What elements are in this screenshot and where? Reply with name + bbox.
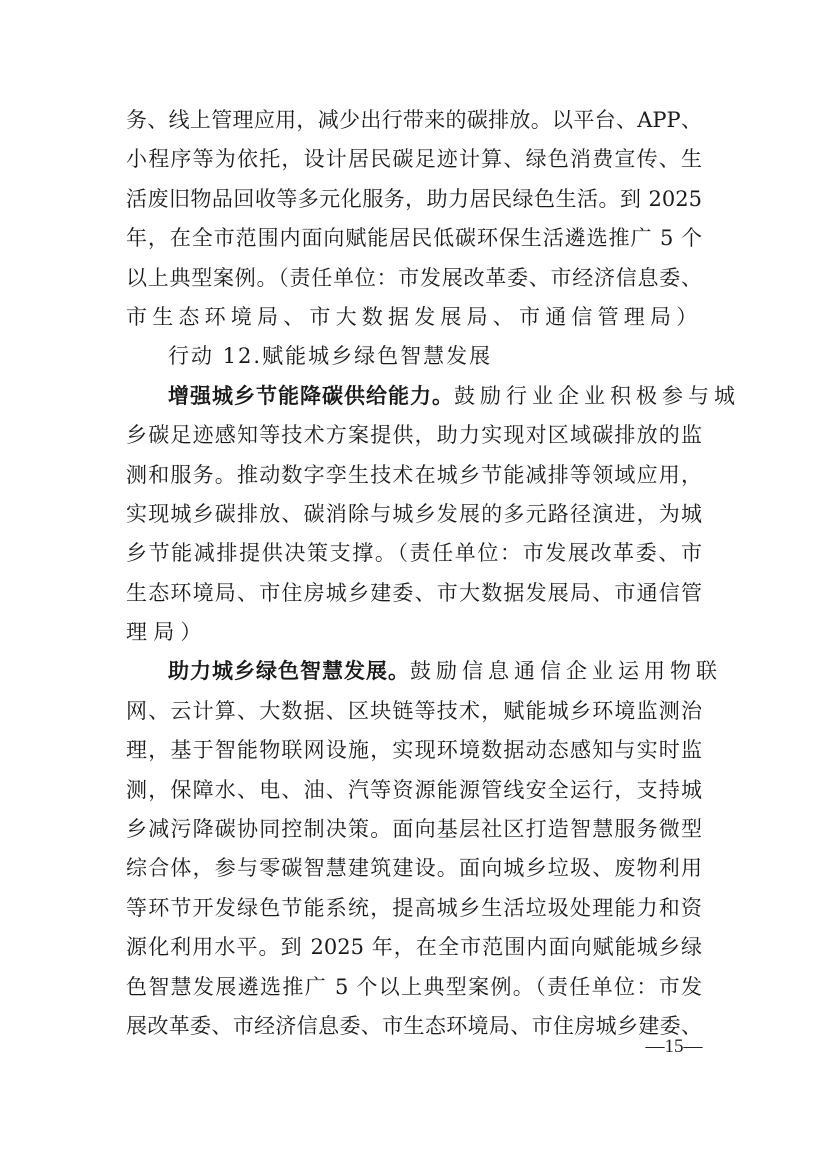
section1-first-line-rest: 鼓励行业企业积极参与城	[454, 383, 740, 408]
paragraph-line: 理，基于智能物联网设施，实现环境数据动态感知与实时监	[126, 738, 702, 763]
paragraph-line: 年，在全市范围内面向赋能居民低碳环保生活遴选推广 5 个	[126, 226, 702, 251]
page-number: —15—	[645, 1036, 703, 1057]
paragraph-line: 乡减污降碳协同控制决策。面向基层社区打造智慧服务微型	[126, 817, 702, 842]
paragraph-line: 综合体，参与零碳智慧建筑建设。面向城乡垃圾、废物利用	[126, 856, 702, 881]
paragraph-line: 色智慧发展遴选推广 5 个以上典型案例。（责任单位：市发	[126, 974, 702, 999]
paragraph-line: 测，保障水、电、油、汽等资源能源管线安全运行，支持城	[126, 777, 702, 802]
paragraph-line: 务、线上管理应用，减少出行带来的碳排放。以平台、APP、	[126, 108, 702, 132]
paragraph-line: 小程序等为依托，设计居民碳足迹计算、绿色消费宣传、生	[126, 147, 702, 172]
action-heading: 行动 12.赋能城乡绿色智慧发展	[168, 344, 493, 369]
paragraph-line: 乡碳足迹感知等技术方案提供，助力实现对区域碳排放的监	[126, 423, 702, 448]
paragraph-line: 等环节开发绿色节能系统，提高城乡生活垃圾处理能力和资	[126, 895, 702, 920]
section1-bold-lead: 增强城乡节能降碳供给能力。	[168, 383, 454, 408]
paragraph-line: 网、云计算、大数据、区块链等技术，赋能城乡环境监测治	[126, 698, 702, 723]
section1-first-line	[126, 377, 740, 416]
paragraph-line: 实现城乡碳排放、碳消除与城乡发展的多元路径演进，为城	[126, 501, 702, 526]
paragraph-line: 市生态环境局、市大数据发展局、市通信管理局）	[126, 304, 703, 329]
paragraph-line: 生态环境局、市住房城乡建委、市大数据发展局、市通信管	[126, 580, 702, 605]
document-body	[126, 101, 740, 1046]
paragraph-line: 理局）	[126, 620, 208, 645]
paragraph-line: 以上典型案例。（责任单位：市发展改革委、市经济信息委、	[126, 265, 702, 290]
section2-first-line-rest: 鼓励信息通信企业运用物联	[410, 659, 722, 684]
paragraph-line: 测和服务。推动数字孪生技术在城乡节能减排等领域应用，	[126, 462, 702, 487]
section2-first-line	[126, 652, 722, 691]
section2-bold-lead: 助力城乡绿色智慧发展。	[168, 659, 410, 684]
paragraph-line: 源化利用水平。到 2025 年，在全市范围内面向赋能城乡绿	[126, 935, 702, 960]
paragraph-line: 展改革委、市经济信息委、市生态环境局、市住房城乡建委、	[126, 1013, 702, 1038]
paragraph-line: 活废旧物品回收等多元化服务，助力居民绿色生活。到 2025	[126, 186, 702, 211]
paragraph-line: 乡节能减排提供决策支撑。（责任单位：市发展改革委、市	[126, 541, 702, 566]
